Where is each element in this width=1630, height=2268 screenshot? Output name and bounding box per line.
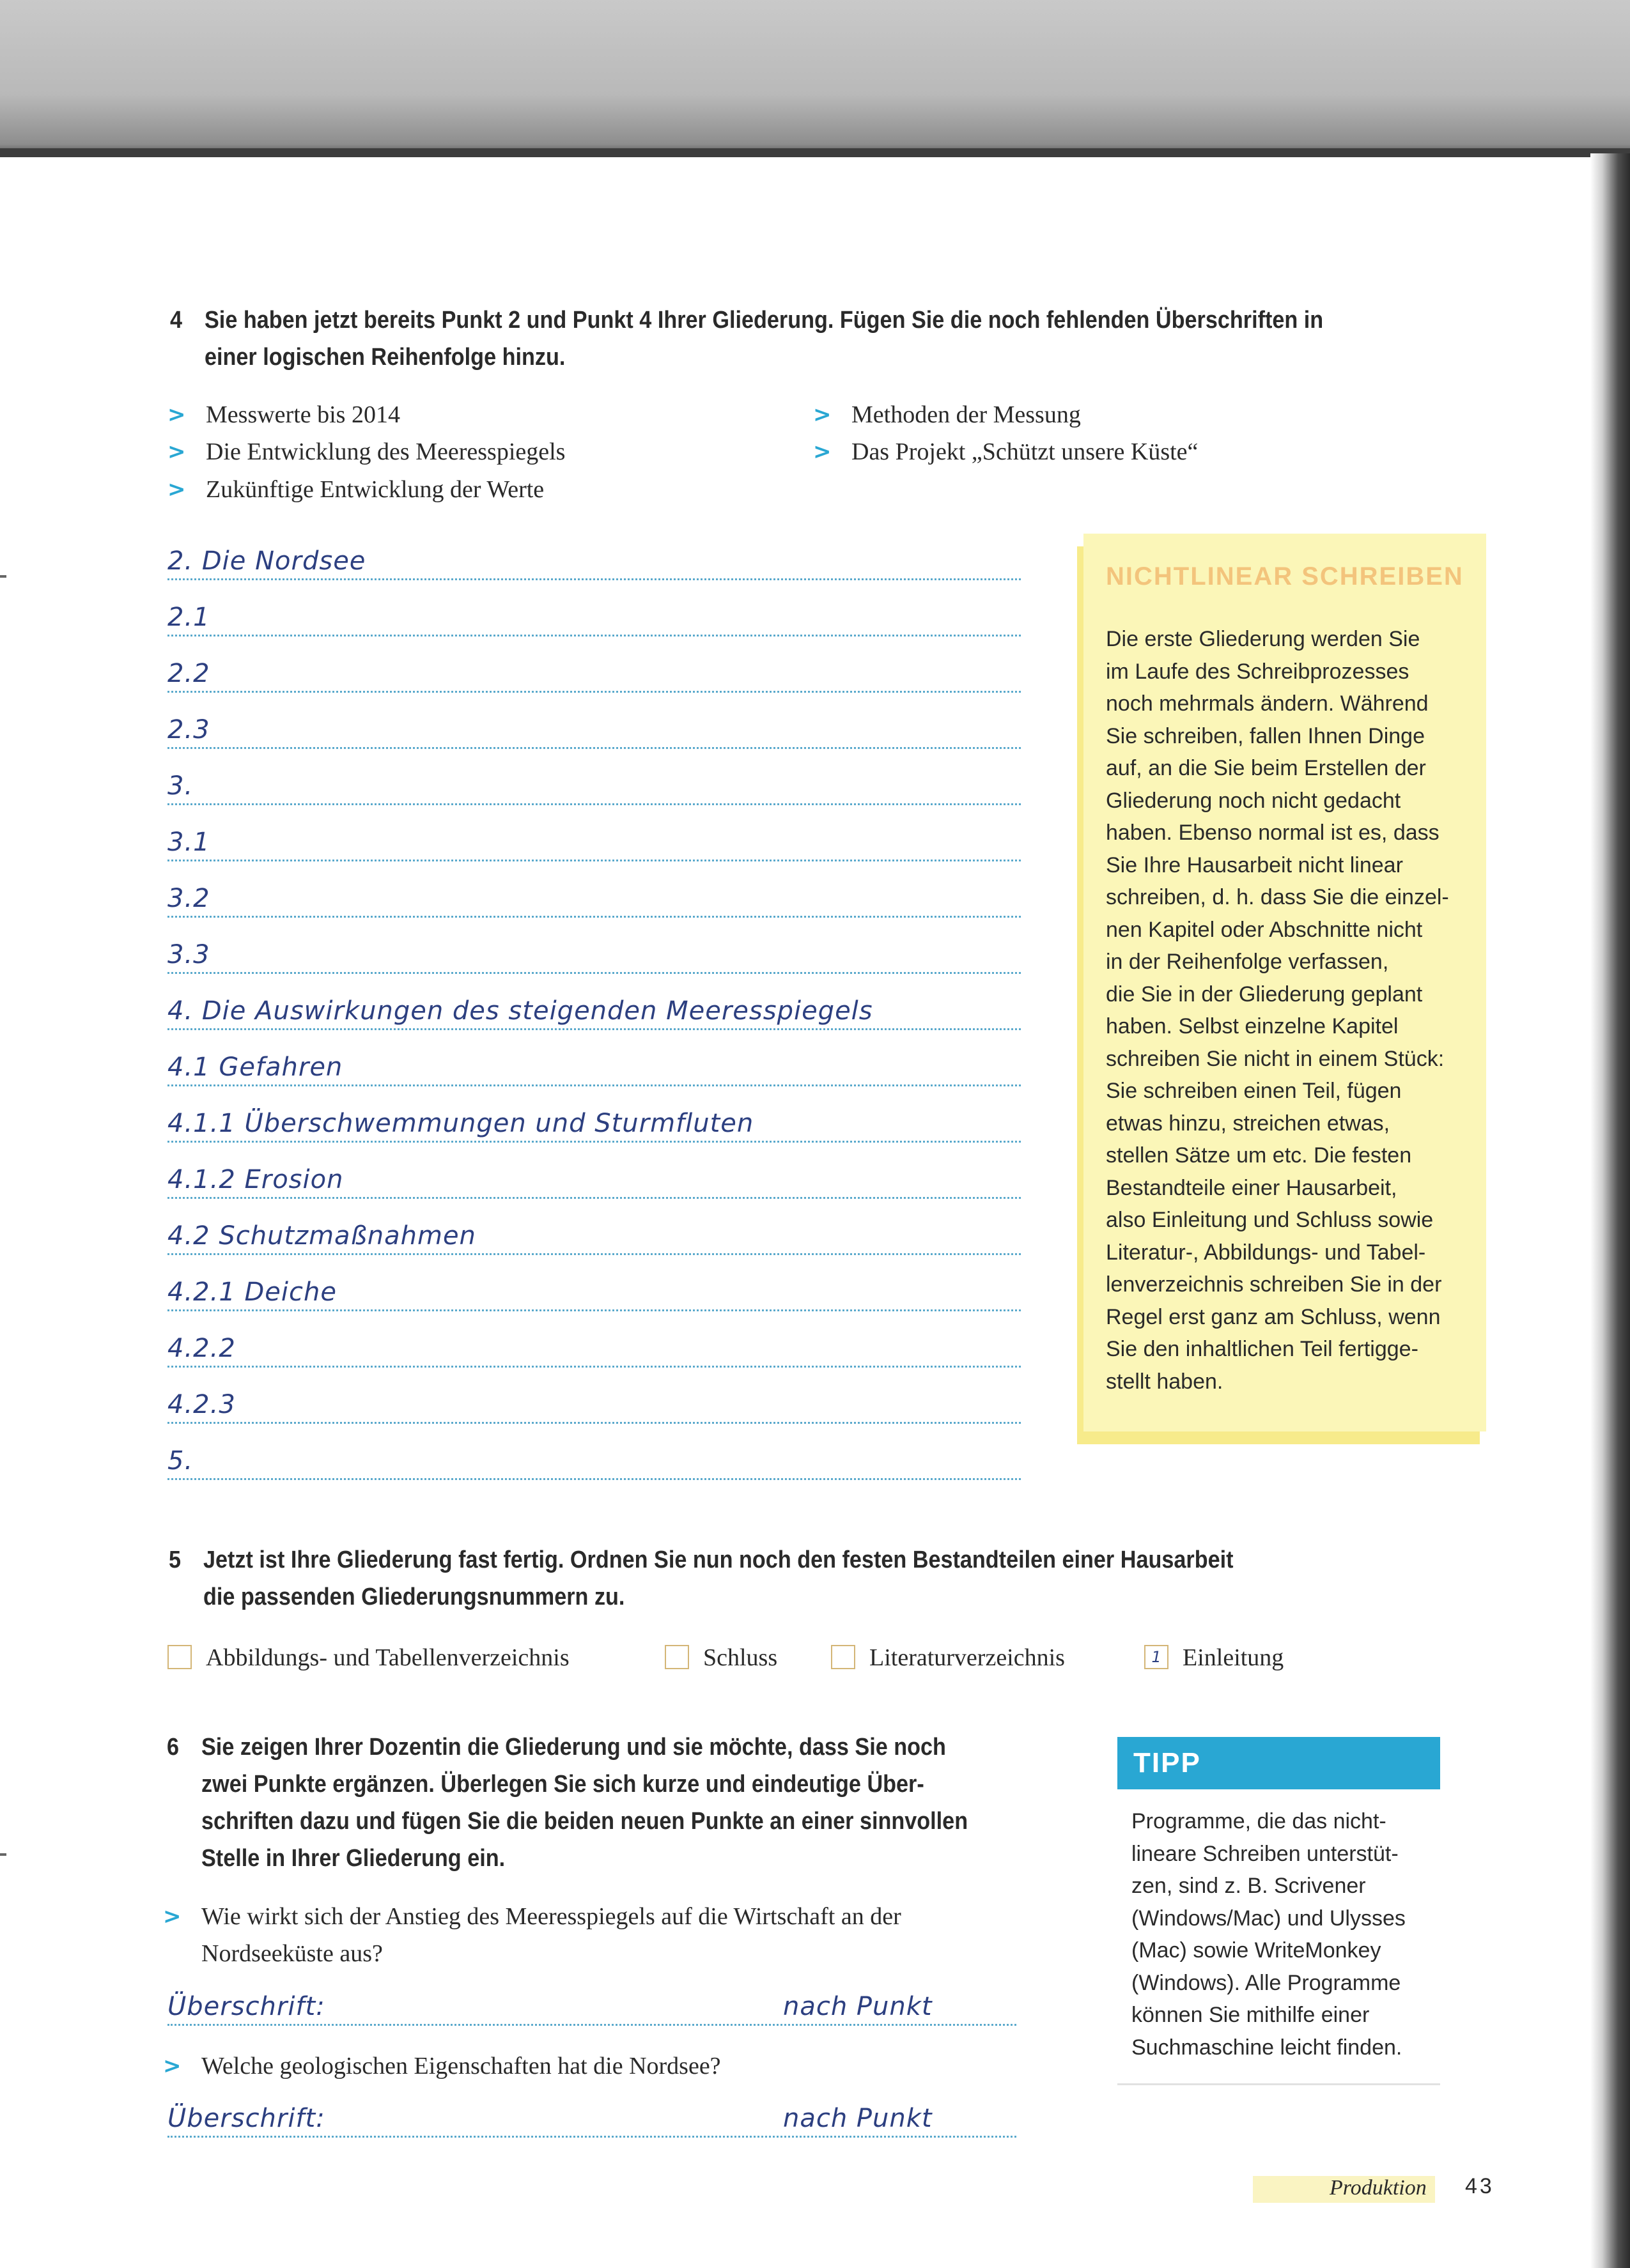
scan-top-shadow — [0, 0, 1630, 157]
answer-line[interactable] — [167, 1253, 1021, 1255]
chevron-right-icon: > — [813, 439, 832, 465]
book-right-edge — [1590, 153, 1630, 2268]
outline-entry: 4.1.1 Überschwemmungen und Sturmfluten — [167, 1109, 754, 1138]
answer-line[interactable] — [167, 916, 1021, 918]
outline-entry: 4.2.3 — [167, 1390, 236, 1419]
answer-line[interactable] — [167, 803, 1021, 805]
chevron-right-icon: > — [167, 402, 186, 428]
answer-line[interactable] — [167, 1366, 1021, 1368]
margin-mark — [0, 1853, 6, 1856]
checkbox-item[interactable]: 1 Einleitung — [1144, 1639, 1284, 1676]
answer-line[interactable] — [167, 1197, 1021, 1199]
tipp-header — [1117, 1737, 1440, 1789]
answer-line[interactable] — [167, 578, 1021, 580]
answer-box[interactable] — [665, 1645, 689, 1669]
margin-mark — [0, 575, 6, 578]
chevron-right-icon: > — [163, 1904, 182, 1929]
outline-entry: 4.1 Gefahren — [167, 1053, 343, 1082]
outline-entry: 5. — [167, 1446, 194, 1476]
note-text: Die erste Gliederung werden Sie im Laufe des Schreibprozesses noch mehrmals ändern. Während Sie schreiben, fallen Ihnen Dinge auf, an die Sie beim Erstellen der Gliederung noch nicht gedacht haben. Ebenso normal ist es, dass Sie Ihre Hausarbeit nicht linear schreiben, d. h. dass Sie die einzel- nen Kapitel oder Abschnitte nicht in der Reihenfolge verfassen, die Sie in der Gliederung geplant haben. Selbst einzelne Kapitel schreiben Sie nicht in einem Stück: Sie schreiben einen Teil, fügen etwas hinzu, streichen etwas, stellen Sätze um etc. Die festen Bestandteile einer Hausarbeit, also Einleitung und Schluss sowie Literatur-, Abbildungs- und Tabel- lenverzeichnis schreiben Sie in der Regel erst ganz am Schluss, wenn Sie den inhaltlichen Teil fertigge- stellt haben. — [1106, 627, 1449, 1394]
outline-entry: 2. Die Nordsee — [167, 546, 366, 576]
task-number: 5 — [169, 1547, 182, 1573]
answer-line[interactable] — [167, 1084, 1021, 1086]
ueberschrift-label: Überschrift: — [167, 1992, 325, 2021]
answer-line[interactable] — [167, 691, 1021, 693]
task-number: 4 — [170, 307, 183, 334]
chevron-right-icon: > — [813, 402, 832, 428]
task-text-line: schriften dazu und fügen Sie die beiden neuen Punkte an einer sinnvollen — [201, 1808, 968, 1835]
outline-entry: 3.3 — [167, 940, 210, 969]
list-item: > Methoden der Messung — [851, 396, 1081, 433]
note-title: NICHTLINEAR SCHREIBEN — [1106, 562, 1464, 590]
checkbox-item[interactable]: Abbildungs- und Tabellenverzeichnis — [167, 1639, 570, 1676]
task-6-instruction — [167, 1729, 968, 1877]
chevron-right-icon: > — [167, 439, 186, 465]
outline-entry: 4.2 Schutzmaßnahmen — [167, 1221, 476, 1251]
list-item: > Die Entwicklung des Meeresspiegels — [206, 433, 565, 470]
question-text: Nordseeküste aus? — [201, 1940, 383, 1967]
ueberschrift-label: Überschrift: — [167, 2104, 325, 2133]
book-top-edge — [0, 148, 1630, 157]
outline-entry: 2.3 — [167, 715, 210, 744]
list-item: > Das Projekt „Schützt unsere Küste“ — [851, 433, 1198, 470]
outline-entry: 3.2 — [167, 884, 210, 913]
checkbox-item[interactable]: Literaturverzeichnis — [831, 1639, 1065, 1676]
answer-line[interactable] — [167, 860, 1021, 861]
answer-box[interactable]: 1 — [1144, 1645, 1168, 1669]
task-text-line: Sie zeigen Ihrer Dozentin die Gliederung und sie möchte, dass Sie noch — [201, 1734, 946, 1761]
answer-line[interactable] — [167, 1141, 1021, 1143]
outline-entry: 3. — [167, 771, 194, 801]
outline-entry: 2.1 — [167, 603, 210, 632]
outline-entry: 4. Die Auswirkungen des steigenden Meeresspiegels — [167, 996, 873, 1026]
answer-line[interactable] — [167, 747, 1021, 749]
chevron-right-icon: > — [167, 477, 186, 502]
task-5-instruction — [169, 1541, 1234, 1616]
outline-entry: 3.1 — [167, 828, 210, 857]
outline-entry: 4.2.1 Deiche — [167, 1277, 337, 1307]
answer-box[interactable] — [167, 1645, 192, 1669]
answer-line[interactable] — [167, 2024, 1016, 2026]
task-4-instruction — [170, 302, 1324, 376]
nach-punkt-label: nach Punkt — [783, 1992, 933, 2021]
list-item: > Zukünftige Entwicklung der Werte — [206, 471, 544, 508]
outline-entry: 4.2.2 — [167, 1334, 236, 1363]
answer-line[interactable] — [167, 2136, 1016, 2138]
task-text-line: zwei Punkte ergänzen. Überlegen Sie sich kurze und eindeutige Über- — [201, 1771, 924, 1798]
answer-line[interactable] — [167, 1422, 1021, 1424]
answer-box[interactable] — [831, 1645, 855, 1669]
task-text-line: Jetzt ist Ihre Gliederung fast fertig. Ordnen Sie nun noch den festen Bestandteilen einer Hausarbeit — [203, 1547, 1234, 1573]
answer-line[interactable] — [167, 972, 1021, 974]
answer-line[interactable] — [167, 1028, 1021, 1030]
task-text-line: die passenden Gliederungsnummern zu. — [203, 1584, 625, 1610]
nach-punkt-label: nach Punkt — [783, 2104, 933, 2133]
list-item: > Wie wirkt sich der Anstieg des Meeresspiegels auf die Wirtschaft an der — [201, 1898, 901, 1935]
section-label: Produktion — [1330, 2176, 1427, 2200]
task-text-line: Sie haben jetzt bereits Punkt 2 und Punkt 4 Ihrer Gliederung. Fügen Sie die noch fehlenden Überschriften in — [205, 307, 1324, 334]
outline-entry: 2.2 — [167, 659, 210, 688]
answer-line[interactable] — [167, 635, 1021, 636]
task-text-line: einer logischen Reihenfolge hinzu. — [205, 344, 566, 371]
chevron-right-icon: > — [163, 2053, 182, 2079]
tipp-title: TIPP — [1133, 1747, 1201, 1778]
tipp-text: Programme, die das nicht- lineare Schreiben unterstüt- zen, sind z. B. Scrivener (Windows/Mac) und Ulysses (Mac) sowie WriteMonkey (Windows). Alle Programme können Sie mithilfe einer Suchmaschine leicht finden. — [1131, 1809, 1406, 2060]
task-number: 6 — [167, 1734, 180, 1761]
page-number: 43 — [1465, 2174, 1494, 2198]
task-text-line: Stelle in Ihrer Gliederung ein. — [201, 1845, 506, 1872]
sticky-note — [1083, 534, 1486, 1431]
answer-line[interactable] — [167, 1309, 1021, 1311]
answer-line[interactable] — [167, 1478, 1021, 1480]
checkbox-item[interactable]: Schluss — [665, 1639, 777, 1676]
list-item: > Welche geologischen Eigenschaften hat die Nordsee? — [201, 2048, 721, 2085]
list-item: > Messwerte bis 2014 — [206, 396, 400, 433]
outline-entry: 4.1.2 Erosion — [167, 1165, 344, 1194]
